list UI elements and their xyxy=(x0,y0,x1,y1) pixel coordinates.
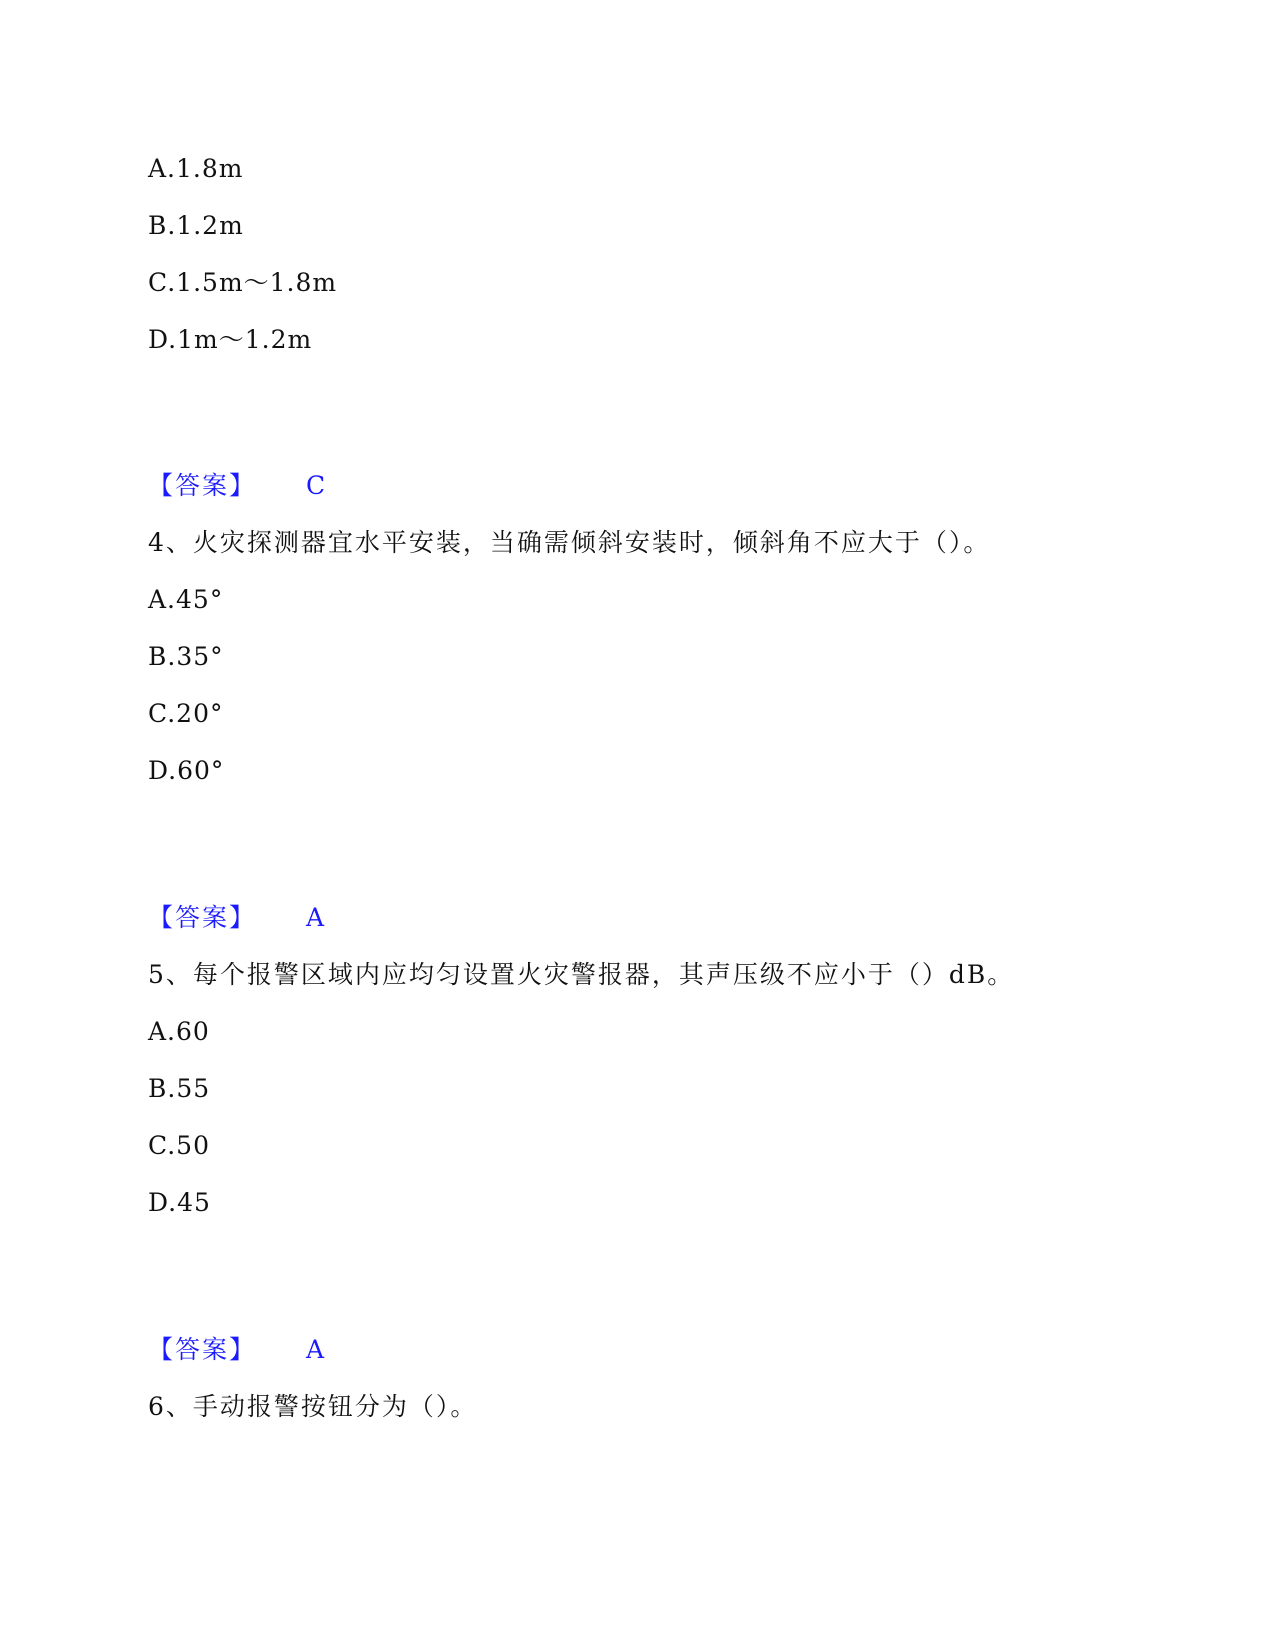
answer-label: 【答案】 xyxy=(148,1335,257,1364)
answer-value: C xyxy=(306,471,326,500)
q3-option-b: B.1.2m xyxy=(148,211,244,240)
q4-option-c: C.20° xyxy=(148,699,224,728)
q4-option-a: A.45° xyxy=(148,585,224,614)
answer-label: 【答案】 xyxy=(148,471,257,500)
q6-question: 6、手动报警按钮分为（）。 xyxy=(148,1392,478,1421)
q4-option-b: B.35° xyxy=(148,642,224,671)
q5-option-c: C.50 xyxy=(148,1131,210,1160)
q5-answer xyxy=(148,1334,548,1366)
q3-answer xyxy=(148,470,548,502)
q5-question: 5、每个报警区域内应均匀设置火灾警报器，其声压级不应小于（）dB。 xyxy=(148,960,1015,989)
answer-value: A xyxy=(306,1335,325,1364)
q3-option-c: C.1.5m～1.8m xyxy=(148,268,338,297)
answer-value: A xyxy=(306,903,325,932)
q5-option-b: B.55 xyxy=(148,1074,211,1103)
q5-option-d: D.45 xyxy=(148,1188,211,1217)
q5-option-a: A.60 xyxy=(148,1017,210,1046)
q4-option-d: D.60° xyxy=(148,756,225,785)
answer-label: 【答案】 xyxy=(148,903,257,932)
q3-option-a: A.1.8m xyxy=(148,154,244,183)
q3-option-d: D.1m～1.2m xyxy=(148,325,313,354)
q4-question: 4、火灾探测器宜水平安装，当确需倾斜安装时，倾斜角不应大于（）。 xyxy=(148,528,991,557)
q4-answer xyxy=(148,902,548,934)
